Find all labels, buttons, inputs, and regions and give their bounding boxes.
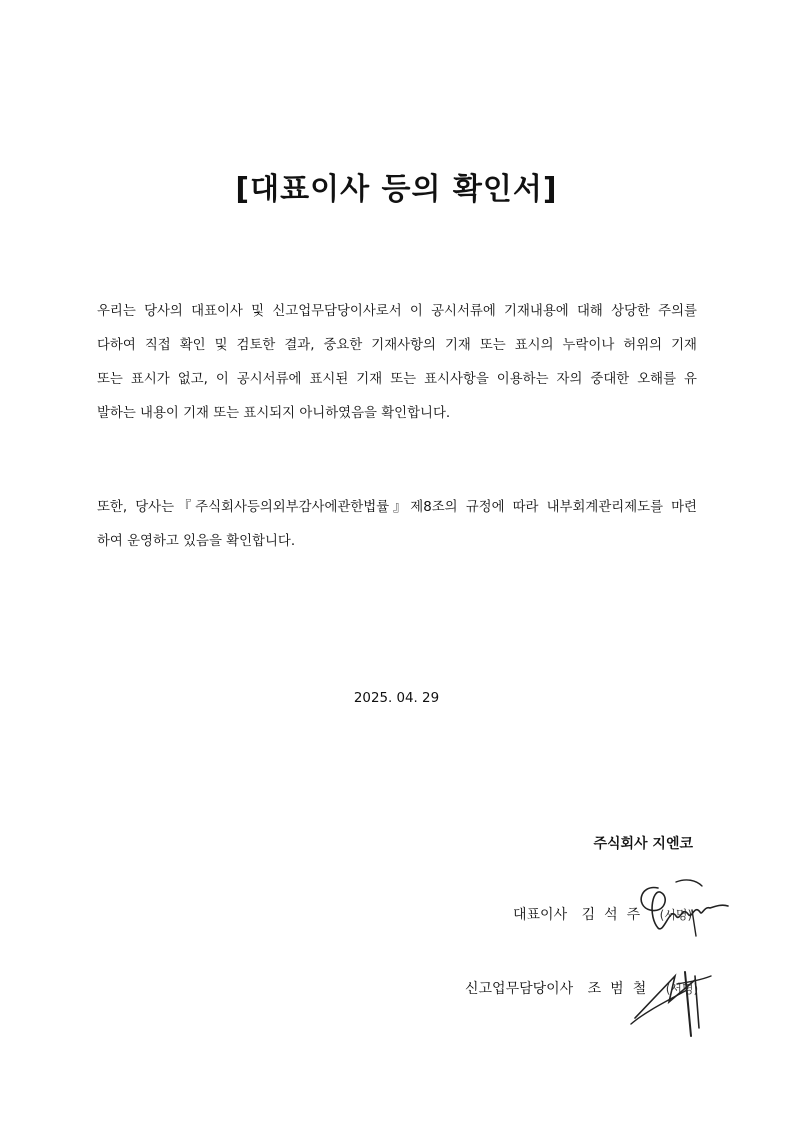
document-date: 2025. 04. 29 [353,691,440,706]
handwritten-signature-ceo [630,876,730,946]
signatory-name: 조범철 [587,981,656,997]
paragraph-line: 또는 표시가 없고, 이 공시서류에 표시된 기재 또는 표시사항을 이용하는 자의 중대한 오해를 유 [97,372,697,387]
paragraph-line: 발하는 내용이 기재 또는 표시되지 아니하였음을 확인합니다. [97,406,451,421]
paragraph-line: 우리는 당사의 대표이사 및 신고업무담당이사로서 이 공시서류에 기재내용에 대해 상당한 주의를 [97,304,697,319]
signature-label: (서명) [659,908,693,922]
signatory-role: 신고업무담당이사 [465,981,574,997]
signatory-name: 김석주 [581,907,650,923]
document-title: [대표이사 등의 확인서] [235,172,558,207]
handwritten-signature-director [625,962,715,1042]
paragraph-line: 또한, 당사는『주식회사등의외부감사에관한법률』제8조의 규정에 따라 내부회계관리제도를 마련 [97,500,697,515]
internal-control-paragraph [97,491,697,559]
signature-label: (서명) [665,982,699,996]
company-name: 주식회사 지엔코 [593,836,693,852]
paragraph-line: 다하여 직접 확인 및 검토한 결과, 중요한 기재사항의 기재 또는 표시의 누락이나 허위의 기재 [97,338,697,353]
signatory-role: 대표이사 [513,907,568,923]
confirmation-paragraph [97,295,697,431]
paragraph-line: 하여 운영하고 있음을 확인합니다. [97,534,296,549]
